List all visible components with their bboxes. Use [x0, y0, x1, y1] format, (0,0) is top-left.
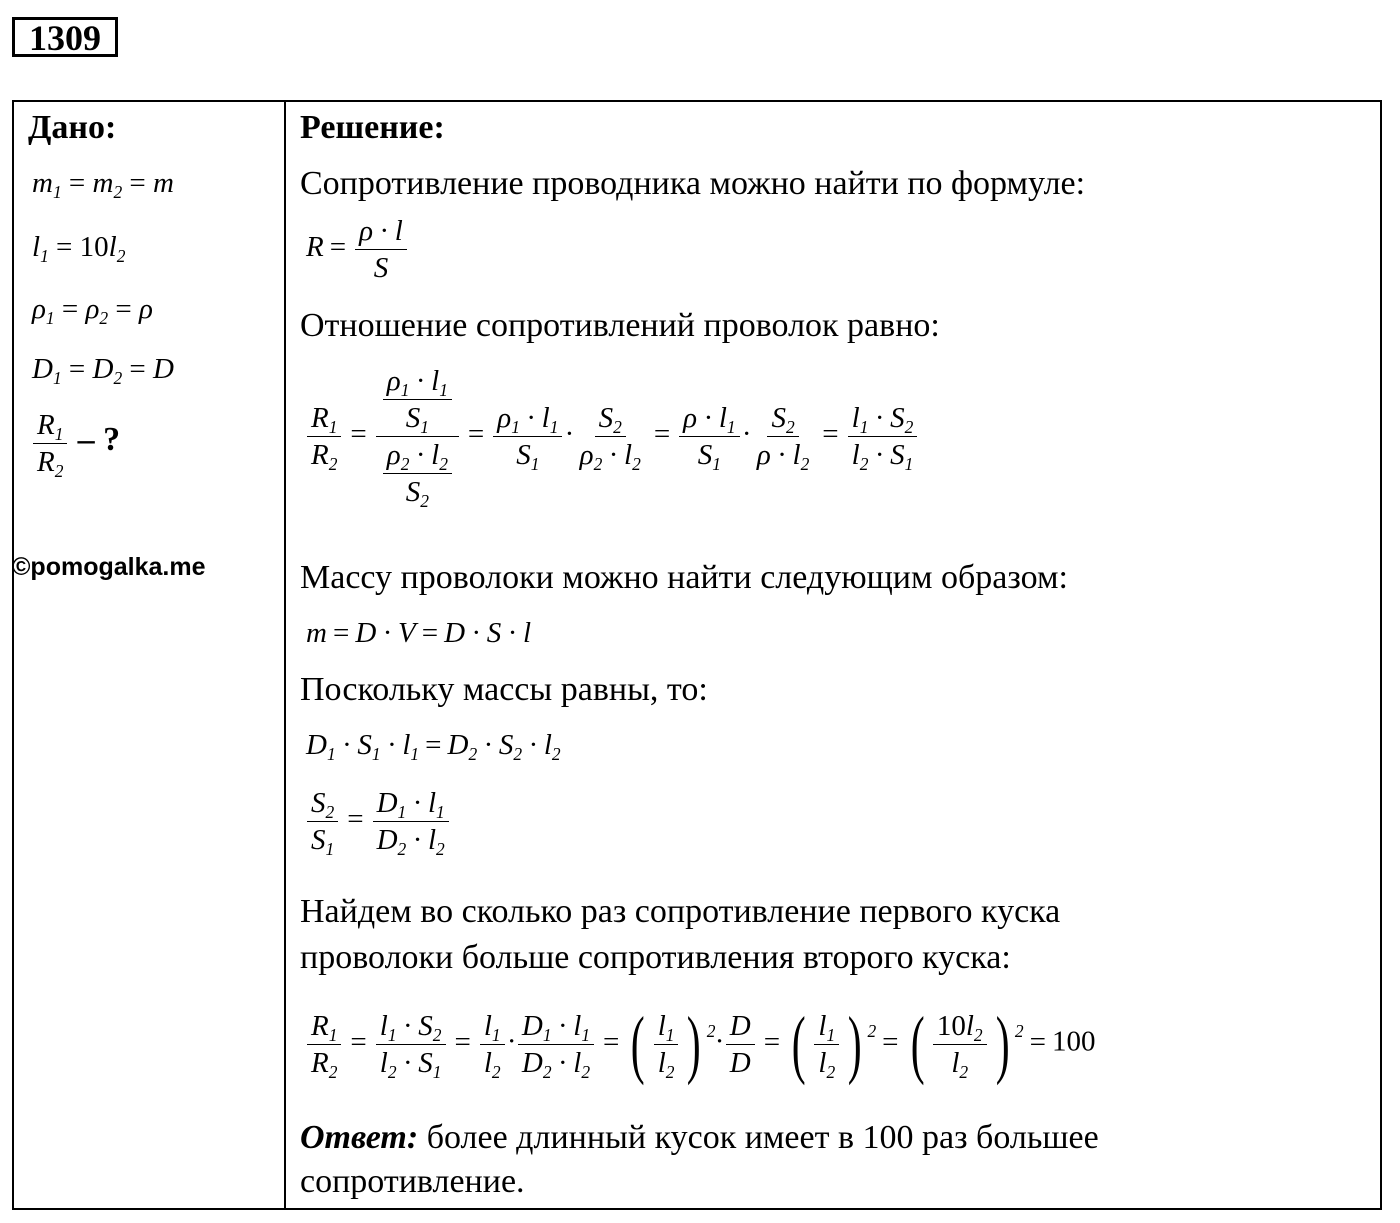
answer-line1: Ответ: более длинный кусок имеет в 100 раз большее: [300, 1119, 1099, 1156]
formula-equal-mass: $D_1 \cdot S_1 \cdot l_1 = D_2 \cdot S_2 \cdot l_2$: [306, 729, 561, 765]
formula-ratio: $\frac{R_1}{R_2}$ = $\frac{\frac{\rho_1 \cdot l_1}{S_1}}{\frac{\rho_2 \cdot l_2}{S_2}}$ = $\frac{\rho_1 \cdot l_1}{S_1}$ · $\frac{S_2}{\rho_2 \cdot l_2}$ = $\frac{\rho \cdot l_1}{S_1}$ · $\frac{S_2}{\rho \cdot l_2}$ = $\frac{l_1 \cdot S_2}{l_2 \cdot S_1}$: [304, 364, 920, 509]
result-value: 100: [1051, 1025, 1096, 1058]
paragraph-find-ratio-line2: проволоки больше сопротивления второго куска:: [300, 939, 1011, 976]
answer-label: Ответ:: [300, 1119, 419, 1156]
paragraph-resistance-formula: Сопротивление проводника можно найти по формуле:: [300, 165, 1086, 202]
given-density: $D_1 = D_2 = D$: [32, 353, 174, 389]
formula-mass: m = D · V = D · S · l: [306, 617, 532, 649]
given-find: $\frac{R_1}{R_2}$ – ?: [30, 408, 120, 479]
formula-resistance: R = $\frac{\rho \cdot l}{S}$: [306, 214, 410, 285]
paragraph-equal-mass: Поскольку массы равны, то:: [300, 671, 708, 708]
given-resistivity: $\rho_1 = \rho_2 = \rho$: [32, 293, 153, 329]
solution-heading: Решение:: [300, 109, 445, 146]
paragraph-ratio: Отношение сопротивлений проволок равно:: [300, 307, 940, 344]
formula-area-ratio: $\frac{S_2}{S_1}$ = $\frac{D_1 \cdot l_1}{D_2 \cdot l_2}$: [304, 786, 452, 857]
paragraph-find-ratio-line1: Найдем во сколько раз сопротивление первого куска: [300, 893, 1061, 930]
watermark: ©pomogalka.me: [12, 553, 206, 581]
column-divider: [284, 100, 286, 1210]
given-heading: Дано:: [28, 109, 117, 146]
answer-line2: сопротивление.: [300, 1163, 525, 1200]
formula-final: $\frac{R_1}{R_2}$ = $\frac{l_1 \cdot S_2}{l_2 \cdot S_1}$ = $\frac{l_1}{l_2}$ · $\frac{D_1 \cdot l_1}{D_2 \cdot l_2}$ = ( $\frac{l_1}{l_2}$ ) $^2$· $\frac{D}{D}$ = ( $\frac{l_1}{l_2}$ ) $^2$ = ( $\frac{10l_2}{l_2}$ ) $^2$ = 100: [304, 1006, 1095, 1082]
given-length: $l_1 = 10l_2$: [32, 231, 126, 267]
problem-number: 1309: [12, 17, 118, 57]
paragraph-mass: Массу проволоки можно найти следующим образом:: [300, 559, 1068, 596]
given-mass: $m_1 = m_2 = m$: [32, 167, 174, 203]
